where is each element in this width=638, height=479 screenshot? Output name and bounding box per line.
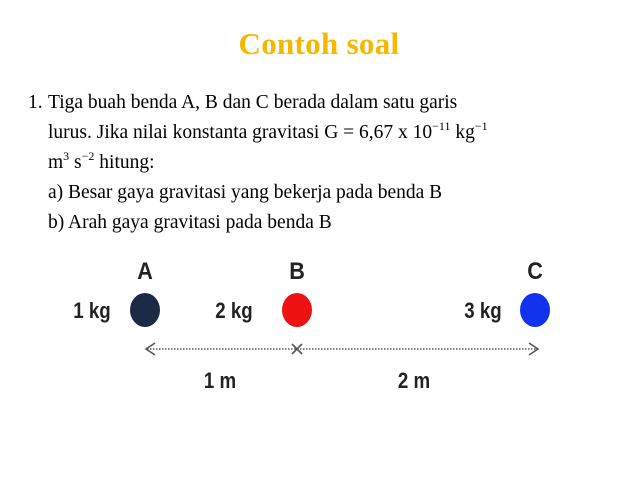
- problem-number: 1.: [28, 92, 43, 113]
- body-b-mass: 2 kg: [215, 298, 253, 323]
- problem-statement: [28, 88, 628, 238]
- problem-line-3: $m^3$ $s^{-2}$ hitung:: [48, 149, 155, 173]
- body-a-label: A: [137, 258, 153, 285]
- body-c-mass: 3 kg: [464, 298, 502, 323]
- body-a-ball: [130, 293, 160, 327]
- distance-bc-label: 2 m: [397, 368, 431, 393]
- distance-ab-label: 1 m: [203, 368, 237, 393]
- body-b-ball: [282, 293, 312, 327]
- body-b-label: B: [289, 258, 305, 285]
- body-c-label: C: [527, 258, 543, 285]
- body-a-mass: 1 kg: [73, 298, 111, 323]
- problem-line-2: lurus. Jika nilai konstanta gravitasi G = 6,67 x $10^{-11}$ $kg^{-1}$: [48, 119, 488, 143]
- slide-title: Contoh soal: [238, 26, 400, 61]
- mass-diagram: [0, 250, 638, 400]
- problem-line-1: 1. Tiga buah benda A, B dan C berada dalam satu garis: [28, 88, 628, 118]
- question-part-b: b) Arah gaya gravitasi pada benda B: [48, 212, 332, 233]
- body-c-ball: [520, 293, 550, 327]
- question-part-a: a) Besar gaya gravitasi yang bekerja pada benda B: [48, 182, 443, 203]
